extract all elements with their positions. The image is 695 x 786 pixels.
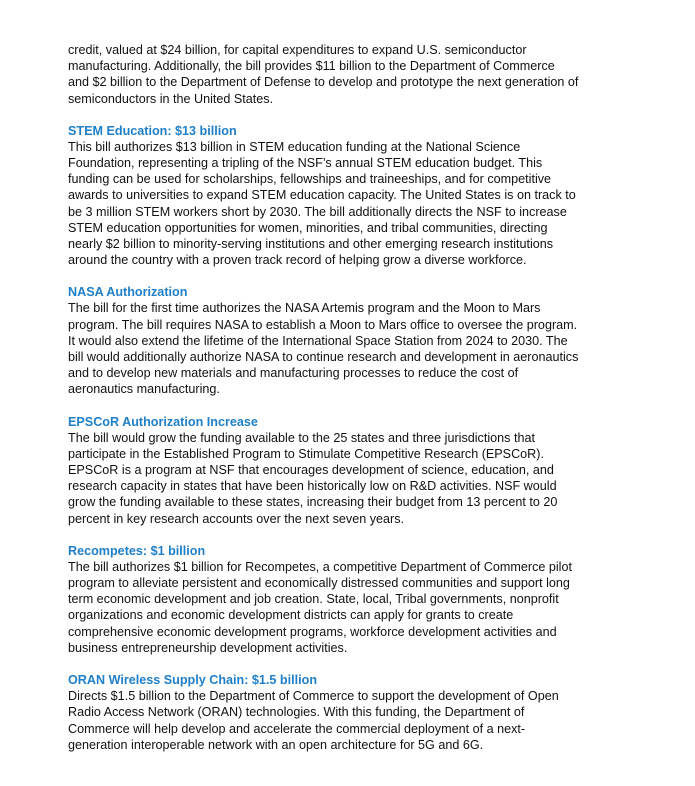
section-heading: STEM Education: $13 billion: [68, 123, 237, 138]
paragraph-line: This bill authorizes $13 billion in STEM education funding at the National Science: [68, 139, 521, 154]
intro-paragraph: [68, 42, 628, 107]
section-paragraph: [68, 688, 628, 753]
section-paragraph: [68, 139, 628, 269]
document-page: [68, 42, 628, 753]
paragraph-line: EPSCoR is a program at NSF that encourages development of science, education, and: [68, 463, 554, 478]
paragraph-line: and to develop new materials and manufacturing processes to reduce the cost of: [68, 366, 519, 381]
paragraph-line: participate in the Established Program to Stimulate Competitive Research (EPSCoR).: [68, 446, 544, 461]
section-heading: NASA Authorization: [68, 285, 188, 300]
paragraph-line: awards to universities to expand STEM education capacity. The United States is on track to: [68, 188, 576, 203]
section-oran-wireless: [68, 672, 628, 753]
paragraph-line: program. The bill requires NASA to establish a Moon to Mars office to oversee the program.: [68, 317, 578, 332]
section-paragraph: [68, 559, 628, 656]
paragraph-line: and $2 billion to the Department of Defense to develop and prototype the next generation of: [68, 75, 579, 90]
paragraph-line: organizations and economic development districts can apply for grants to create: [68, 608, 514, 623]
paragraph-line: percent in key research accounts over the next seven years.: [68, 511, 405, 526]
section-stem-education: [68, 123, 628, 269]
paragraph-line: generation interoperable network with an open architecture for 5G and 6G.: [68, 737, 484, 752]
paragraph-line: around the country with a proven track record of helping grow a diverse workforce.: [68, 253, 527, 268]
paragraph-line: bill would additionally authorize NASA to continue research and development in aeronautics: [68, 350, 579, 365]
paragraph-line: term economic development and job creation. State, local, Tribal governments, nonprofit: [68, 592, 559, 607]
paragraph-line: credit, valued at $24 billion, for capital expenditures to expand U.S. semiconductor: [68, 43, 527, 57]
paragraph-line: The bill for the first time authorizes the NASA Artemis program and the Moon to Mars: [68, 301, 541, 316]
paragraph-line: business entrepreneurship development activities.: [68, 640, 348, 655]
paragraph-line: research capacity in states that have been historically low on R&D activities. NSF would: [68, 479, 557, 494]
section-heading: ORAN Wireless Supply Chain: $1.5 billion: [68, 673, 318, 688]
paragraph-line: nearly $2 billion to minority-serving institutions and other emerging research institutions: [68, 237, 554, 252]
paragraph-line: semiconductors in the United States.: [68, 91, 274, 106]
paragraph-line: It would also extend the lifetime of the International Space Station from 2024 to 2030. The: [68, 333, 568, 348]
paragraph-line: Radio Access Network (ORAN) technologies. With this funding, the Department of: [68, 705, 525, 720]
paragraph-line: grow the funding available to these states, increasing their budget from 13 percent to 20: [68, 495, 558, 510]
section-paragraph: [68, 300, 628, 397]
section-heading: Recompetes: $1 billion: [68, 543, 206, 558]
paragraph-line: The bill would grow the funding available to the 25 states and three jurisdictions that: [68, 430, 535, 445]
paragraph-line: manufacturing. Additionally, the bill provides $11 billion to the Department of Commerce: [68, 59, 555, 74]
section-nasa-authorization: [68, 284, 628, 397]
paragraph-line: Directs $1.5 billion to the Department of Commerce to support the development of Open: [68, 689, 559, 704]
paragraph-line: program to alleviate persistent and economically distressed communities and support long: [68, 576, 570, 591]
section-paragraph: [68, 430, 628, 527]
paragraph-line: comprehensive economic development programs, workforce development activities and: [68, 624, 557, 639]
paragraph-line: be 3 million STEM workers short by 2030. The bill additionally directs the NSF to increase: [68, 204, 567, 219]
paragraph-line: Commerce will help develop and accelerate the commercial deployment of a next-: [68, 721, 526, 736]
paragraph-line: funding can be used for scholarships, fellowships and traineeships, and for competitive: [68, 172, 552, 187]
section-epscor-authorization: [68, 414, 628, 527]
paragraph-line: The bill authorizes $1 billion for Recompetes, a competitive Department of Commerce pilot: [68, 559, 572, 574]
section-heading: EPSCoR Authorization Increase: [68, 414, 258, 429]
paragraph-line: Foundation, representing a tripling of the NSF’s annual STEM education budget. This: [68, 156, 543, 171]
section-recompetes: [68, 543, 628, 656]
paragraph-line: STEM education opportunities for women, minorities, and tribal communities, directing: [68, 220, 548, 235]
paragraph-line: aeronautics manufacturing.: [68, 382, 220, 397]
